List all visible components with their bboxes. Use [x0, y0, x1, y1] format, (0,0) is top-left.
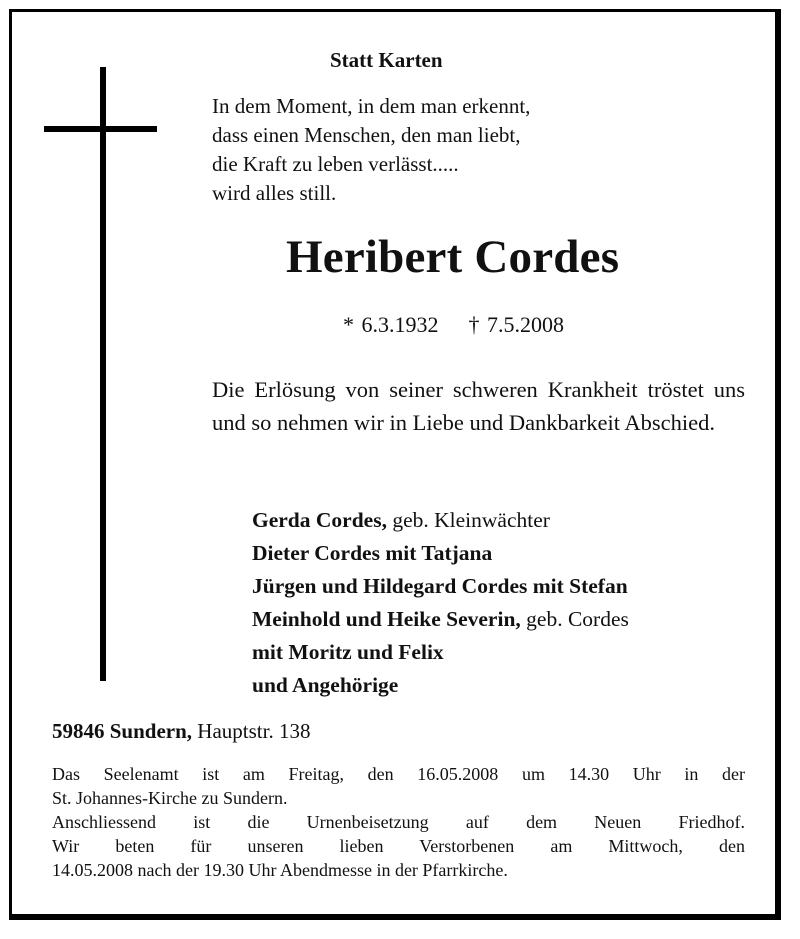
- details-line: St. Johannes-Kirche zu Sundern.: [52, 788, 288, 808]
- death-date: † 7.5.2008: [468, 312, 564, 337]
- notice-heading: Statt Karten: [330, 48, 443, 72]
- poem-line: wird alles still.: [212, 181, 337, 205]
- details-line: Wir beten für unseren lieben Verstorbenen am Mittwoch, den: [52, 836, 745, 856]
- service-details: [52, 762, 745, 882]
- details-line: 14.05.2008 nach der 19.30 Uhr Abendmesse in der Pfarrkirche.: [52, 860, 508, 880]
- address-city: 59846 Sundern,: [52, 719, 193, 743]
- life-dates: [343, 312, 564, 338]
- family-name: Jürgen und Hildegard Cordes mit Stefan: [252, 574, 628, 598]
- family-line: [252, 603, 629, 636]
- family-name: Meinhold und Heike Severin,: [252, 607, 521, 631]
- family-note: geb. Kleinwächter: [386, 508, 550, 532]
- poem-line: die Kraft zu leben verlässt.....: [212, 152, 459, 176]
- family-line: [252, 570, 629, 603]
- details-line: Das Seelenamt ist am Freitag, den 16.05.2008 um 14.30 Uhr in der: [52, 764, 745, 784]
- obituary-notice: [9, 9, 781, 920]
- family-note: geb. Cordes: [520, 607, 629, 631]
- poem: [212, 92, 530, 208]
- family-line: [252, 669, 629, 702]
- deceased-name: Heribert Cordes: [286, 231, 620, 283]
- family-line: [252, 636, 629, 669]
- family-name: und Angehörige: [252, 673, 399, 697]
- poem-line: dass einen Menschen, den man liebt,: [212, 123, 521, 147]
- family-line: [252, 504, 629, 537]
- cross-icon-bar: [44, 126, 157, 132]
- details-line: Anschliessend ist die Urnenbeisetzung auf dem Neuen Friedhof.: [52, 812, 745, 832]
- family-name: Dieter Cordes mit Tatjana: [252, 541, 493, 565]
- address: [52, 719, 310, 744]
- family-name: Gerda Cordes,: [252, 508, 387, 532]
- family-list: [252, 504, 629, 702]
- farewell-message: Die Erlösung von seiner schweren Krankheit tröstet uns und so nehmen wir in Liebe und Dankbarkeit Abschied.: [212, 377, 745, 435]
- birth-date: * 6.3.1932: [343, 312, 439, 337]
- poem-line: In dem Moment, in dem man erkennt,: [212, 94, 531, 118]
- family-line: [252, 537, 629, 570]
- family-name: mit Moritz und Felix: [252, 640, 444, 664]
- cross-icon: [100, 67, 106, 681]
- address-street: Hauptstr. 138: [192, 719, 311, 743]
